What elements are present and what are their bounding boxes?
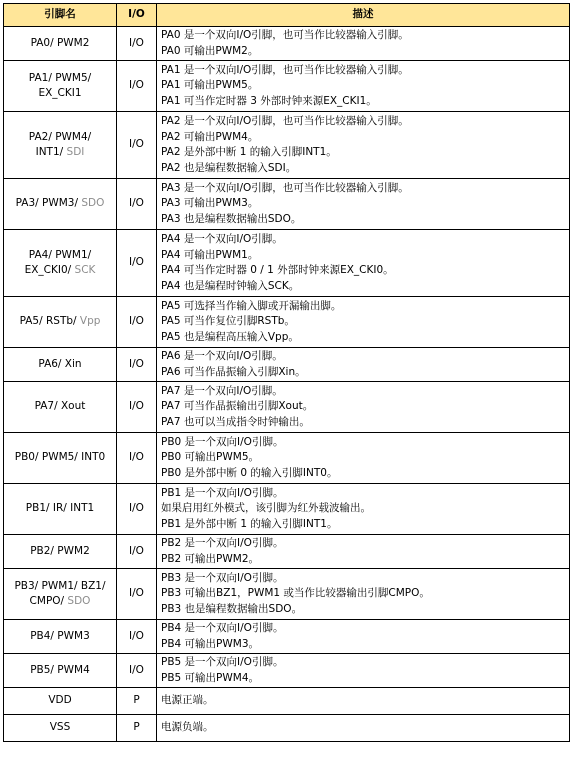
header-pin-name: 引脚名	[4, 4, 117, 27]
pin-name-cell	[4, 715, 117, 742]
description-line: PA3 也是编程数据输出SDO。	[161, 212, 302, 225]
description-line: PA7 可当作晶振输出引脚Xout。	[161, 400, 314, 413]
description-line: PB3 也是编程数据输出SDO。	[161, 602, 303, 615]
pin-name-cell	[4, 179, 117, 230]
description-line: PA7 是一个双向I/O引脚。	[161, 384, 283, 397]
pin-name-cell	[4, 654, 117, 688]
description-line: PB5 是一个双向I/O引脚。	[161, 656, 284, 668]
description-line: PA7 也可以当成指令时钟输出。	[161, 415, 310, 428]
pin-function-text: PB1/ IR/ INT1	[25, 502, 95, 515]
pin-name-cell	[4, 569, 117, 620]
io-type-cell: I/O	[117, 620, 157, 654]
pin-name-line	[7, 399, 113, 415]
pin-name-line	[7, 629, 113, 645]
pin-name-line	[7, 594, 113, 610]
description-line: PA0 可输出PWM2。	[161, 44, 259, 57]
io-type-cell: I/O	[117, 61, 157, 112]
io-type-cell: I/O	[117, 112, 157, 179]
pin-function-text: PB0/ PWM5/ INT0	[14, 451, 106, 464]
pin-programming-function: SDO	[67, 595, 91, 607]
description-cell	[157, 297, 570, 348]
table-row	[4, 112, 570, 179]
io-type-cell: I/O	[117, 654, 157, 688]
pin-name-line	[7, 693, 113, 709]
pin-name-line	[7, 579, 113, 595]
description-line: PB1 是一个双向I/O引脚。	[161, 486, 284, 499]
table-row	[4, 27, 570, 61]
table-row	[4, 569, 570, 620]
pin-name-cell	[4, 484, 117, 535]
description-line: PB2 可输出PWM2。	[161, 552, 260, 565]
description-line: PA6 可当作晶振输入引脚Xin。	[161, 365, 306, 378]
io-type-cell: P	[117, 688, 157, 715]
pin-programming-function: Vpp	[79, 315, 101, 328]
description-line: PB4 可输出PWM3。	[161, 637, 260, 650]
description-line: 如果启用红外模式，该引脚为红外载波输出。	[161, 502, 371, 515]
description-line: PB0 是一个双向I/O引脚。	[161, 435, 284, 448]
description-cell	[157, 61, 570, 112]
pin-name-cell	[4, 348, 117, 382]
io-type-cell: I/O	[117, 535, 157, 569]
description-line: PA2 可输出PWM4。	[161, 130, 259, 143]
description-line: PA2 也是编程数据输入SDI。	[161, 161, 297, 174]
pin-name-line	[7, 720, 113, 736]
pin-name-line	[7, 314, 113, 330]
pin-name-line	[7, 357, 113, 373]
pin-name-cell	[4, 27, 117, 61]
description-line: PA3 可输出PWM3。	[161, 197, 259, 210]
io-type-cell: I/O	[117, 179, 157, 230]
pin-name-line	[7, 71, 113, 87]
pin-name-line	[7, 544, 113, 560]
description-line: PA4 是一个双向I/O引脚。	[161, 233, 283, 245]
header-io: I/O	[117, 4, 157, 27]
table-row	[4, 61, 570, 112]
pin-name-cell	[4, 535, 117, 569]
pin-function-text: PA4/ PWM1/	[28, 248, 92, 261]
pin-name-line	[7, 450, 113, 466]
pin-function-text: EX_CKI0/	[24, 264, 75, 276]
pin-function-text: CMPO/	[29, 595, 68, 607]
pin-function-text: PA3/ PWM3/	[15, 197, 82, 210]
pin-name-line	[7, 663, 113, 679]
pin-function-text: PA6/ Xin	[38, 357, 82, 370]
description-line: PB4 是一个双向I/O引脚。	[161, 622, 284, 634]
pin-name-cell	[4, 433, 117, 484]
description-line: 电源正端。	[161, 694, 214, 707]
description-line: PA4 可当作定时器 0 / 1 外部时钟来源EX_CKI0。	[161, 264, 394, 276]
io-type-cell: I/O	[117, 569, 157, 620]
table-header-row	[4, 4, 570, 27]
description-cell	[157, 27, 570, 61]
description-line: PA4 也是编程时钟输入SCK。	[161, 279, 300, 292]
io-type-cell: I/O	[117, 382, 157, 433]
table-row	[4, 535, 570, 569]
description-line: PA4 可输出PWM1。	[161, 248, 259, 261]
description-line: PB3 是一个双向I/O引脚。	[161, 571, 284, 584]
table-row	[4, 688, 570, 715]
pin-name-cell	[4, 620, 117, 654]
description-cell	[157, 620, 570, 654]
table-row	[4, 654, 570, 688]
description-line: 电源负端。	[161, 721, 214, 734]
pin-function-text: PA5/ RSTb/	[19, 315, 80, 328]
description-line: PB0 可输出PWM5。	[161, 451, 260, 464]
io-type-cell: I/O	[117, 297, 157, 348]
io-type-cell: I/O	[117, 27, 157, 61]
description-line: PA1 可当作定时器 3 外部时钟来源EX_CKI1。	[161, 94, 377, 107]
pin-function-text: INT1/	[35, 146, 67, 158]
io-type-cell: I/O	[117, 433, 157, 484]
description-line: PA1 是一个双向I/O引脚，也可当作比较器输入引脚。	[161, 63, 409, 76]
description-line: PB1 是外部中断 1 的输入引脚INT1。	[161, 517, 338, 530]
pin-name-line	[7, 501, 113, 517]
io-type-cell: I/O	[117, 484, 157, 535]
table-row	[4, 348, 570, 382]
description-line: PA6 是一个双向I/O引脚。	[161, 350, 283, 362]
description-line: PA3 是一个双向I/O引脚，也可当作比较器输入引脚。	[161, 181, 409, 194]
table-row	[4, 484, 570, 535]
description-line: PA5 也是编程高压输入Vpp。	[161, 330, 299, 343]
pin-name-line	[7, 130, 113, 146]
io-type-cell: I/O	[117, 230, 157, 297]
description-line: PA5 可当作复位引脚RSTb。	[161, 315, 295, 328]
pin-function-text: PA1/ PWM5/	[28, 71, 92, 84]
pin-name-cell	[4, 297, 117, 348]
pin-function-text: VDD	[48, 694, 72, 707]
description-line: PB2 是一个双向I/O引脚。	[161, 537, 284, 549]
pin-function-text: PB3/ PWM1/ BZ1/	[14, 579, 106, 592]
table-row	[4, 297, 570, 348]
pin-name-cell	[4, 112, 117, 179]
description-line: PB3 可输出BZ1，PWM1 或当作比较器输出引脚CMPO。	[161, 587, 430, 600]
pin-function-text: VSS	[49, 721, 71, 734]
description-cell	[157, 179, 570, 230]
pin-function-text: PA2/ PWM4/	[28, 130, 92, 143]
pin-name-cell	[4, 382, 117, 433]
description-line: PA5 可选择当作输入脚或开漏输出脚。	[161, 299, 342, 312]
pin-programming-function: SDO	[81, 197, 105, 210]
description-cell	[157, 688, 570, 715]
pin-name-cell	[4, 688, 117, 715]
pin-name-line	[7, 196, 113, 212]
pin-function-text: PB2/ PWM2	[30, 544, 90, 557]
description-line: PA2 是外部中断 1 的输入引脚INT1。	[161, 146, 337, 158]
pin-name-line	[7, 36, 113, 52]
pin-description-table	[3, 3, 570, 742]
table-row	[4, 230, 570, 297]
pin-function-text: EX_CKI1	[38, 87, 82, 99]
description-cell	[157, 112, 570, 179]
description-line: PB0 是外部中断 0 的输入引脚INT0。	[161, 466, 338, 479]
table-row	[4, 433, 570, 484]
description-cell	[157, 433, 570, 484]
pin-function-text: PB5/ PWM4	[30, 663, 90, 676]
pin-name-cell	[4, 230, 117, 297]
header-description: 描述	[157, 4, 570, 27]
pin-function-text: PB4/ PWM3	[30, 629, 90, 642]
pin-function-text: PA0/ PWM2	[30, 36, 90, 49]
pin-name-line	[7, 248, 113, 264]
description-cell	[157, 484, 570, 535]
description-line: PA2 是一个双向I/O引脚，也可当作比较器输入引脚。	[161, 115, 409, 127]
description-cell	[157, 230, 570, 297]
pin-programming-function: SDI	[66, 146, 85, 158]
description-cell	[157, 535, 570, 569]
description-cell	[157, 654, 570, 688]
description-line: PA0 是一个双向I/O引脚，也可当作比较器输入引脚。	[161, 29, 409, 41]
table-body	[4, 27, 570, 742]
table-row	[4, 179, 570, 230]
description-line: PA1 可输出PWM5。	[161, 79, 259, 92]
pin-function-text: PA7/ Xout	[34, 400, 86, 413]
pin-programming-function: SCK	[74, 264, 96, 276]
table-row	[4, 620, 570, 654]
pin-name-line	[7, 263, 113, 279]
io-type-cell: I/O	[117, 348, 157, 382]
pin-name-cell	[4, 61, 117, 112]
table-row	[4, 715, 570, 742]
description-cell	[157, 715, 570, 742]
description-cell	[157, 382, 570, 433]
pin-name-line	[7, 86, 113, 102]
table-row	[4, 382, 570, 433]
description-cell	[157, 348, 570, 382]
io-type-cell: P	[117, 715, 157, 742]
description-cell	[157, 569, 570, 620]
description-line: PB5 可输出PWM4。	[161, 671, 260, 684]
pin-name-line	[7, 145, 113, 161]
